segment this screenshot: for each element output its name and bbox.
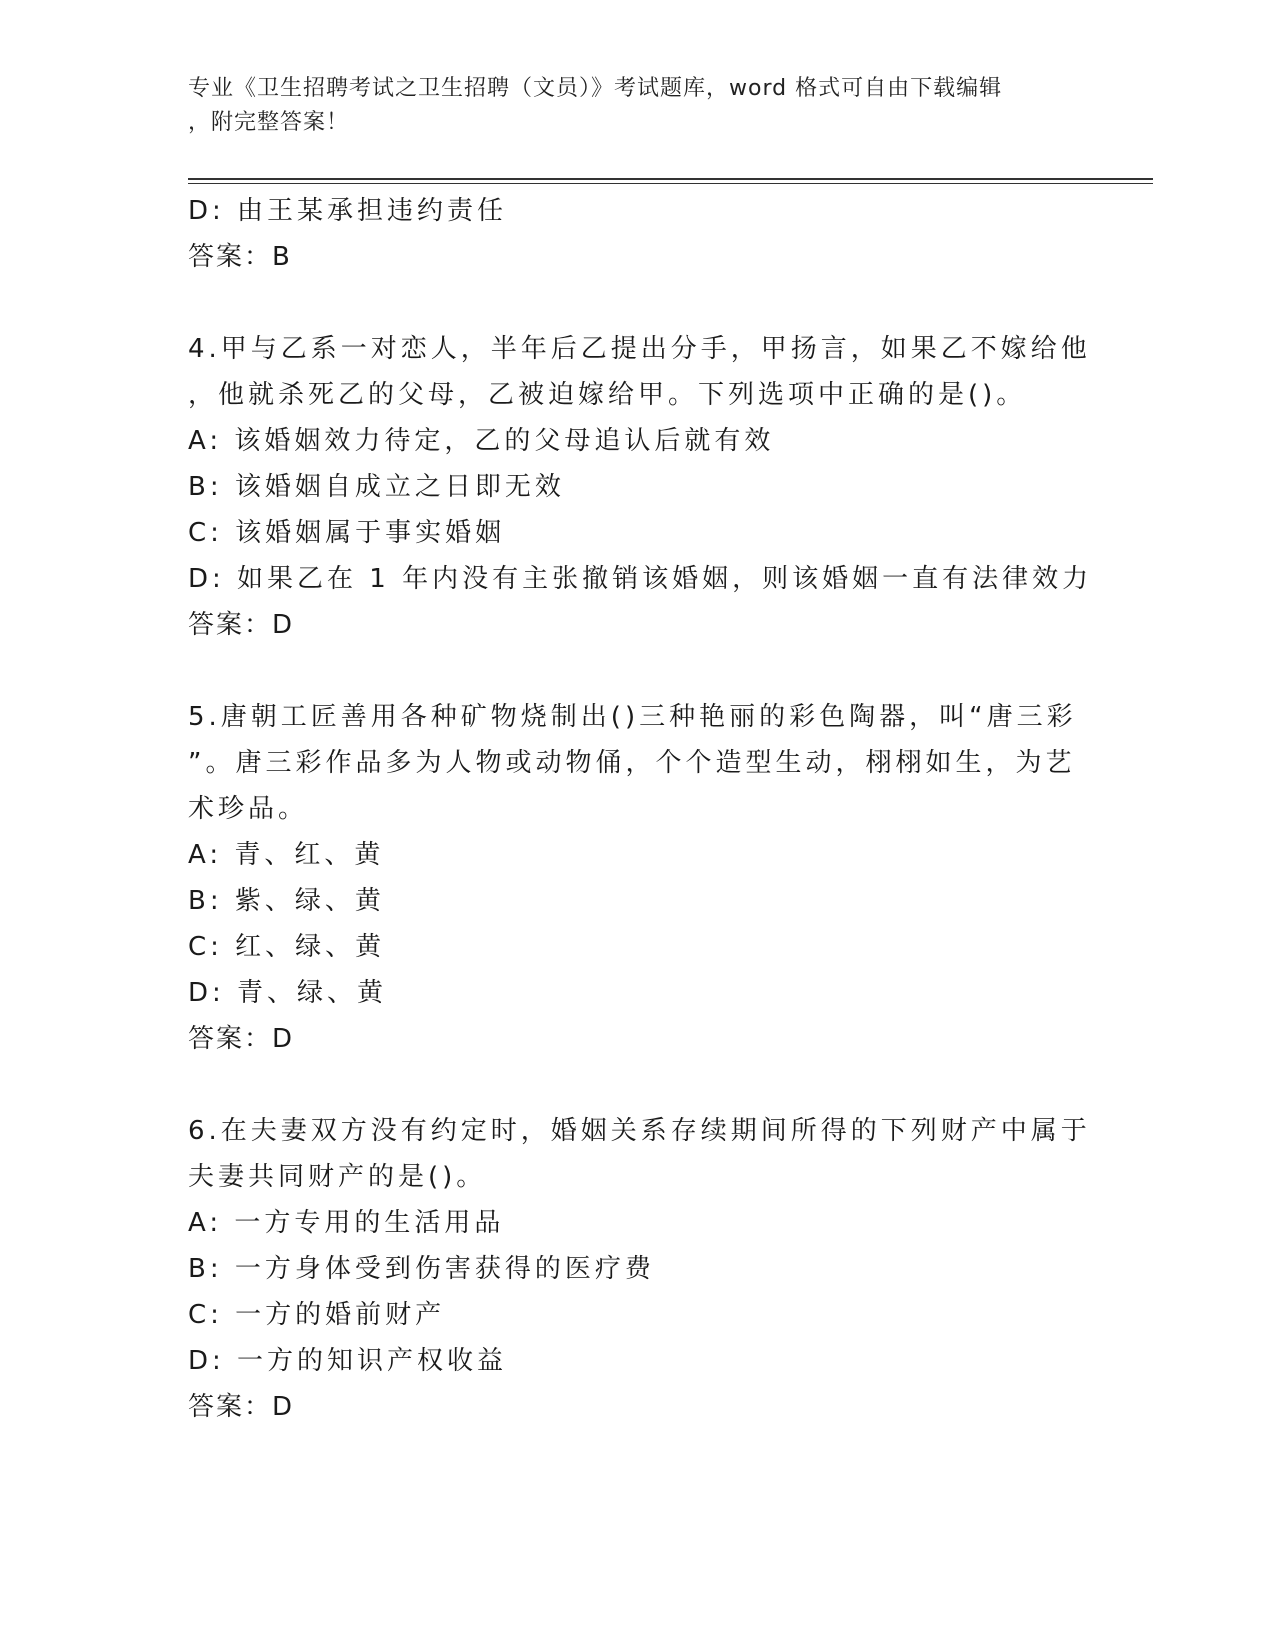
header-divider <box>188 178 1153 180</box>
option-c: C: 红、绿、黄 <box>188 932 386 962</box>
option-b: B: 一方身体受到伤害获得的医疗费 <box>188 1254 655 1284</box>
option-d: D: 由王某承担违约责任 <box>188 196 508 226</box>
question-stem: 4.甲与乙系一对恋人，半年后乙提出分手，甲扬言，如果乙不嫁给他 <box>188 334 1091 364</box>
previous-question-tail <box>188 188 1088 280</box>
question-stem: ”。唐三彩作品多为人物或动物俑，个个造型生动，栩栩如生，为艺 <box>188 748 1076 778</box>
spacer <box>188 280 1088 326</box>
question-stem: ，他就杀死乙的父母，乙被迫嫁给甲。下列选项中正确的是()。 <box>188 380 1027 410</box>
header-line-1: 专业《卫生招聘考试之卫生招聘（文员）》考试题库，word 格式可自由下载编辑 <box>188 76 1003 101</box>
answer-line: 答案：D <box>188 610 295 640</box>
option-a: A: 青、红、黄 <box>188 840 385 870</box>
option-c: C: 该婚姻属于事实婚姻 <box>188 518 506 548</box>
question-stem: 6.在夫妻双方没有约定时，婚姻关系存续期间所得的下列财产中属于 <box>188 1116 1091 1146</box>
spacer <box>188 1062 1088 1108</box>
option-a: A: 一方专用的生活用品 <box>188 1208 505 1238</box>
option-d: D: 如果乙在 1 年内没有主张撤销该婚姻，则该婚姻一直有法律效力 <box>188 564 1093 594</box>
option-b: B: 该婚姻自成立之日即无效 <box>188 472 565 502</box>
question-5 <box>188 694 1088 1062</box>
option-c: C: 一方的婚前财产 <box>188 1300 446 1330</box>
option-b: B: 紫、绿、黄 <box>188 886 385 916</box>
option-d: D: 青、绿、黄 <box>188 978 388 1008</box>
question-4 <box>188 326 1093 648</box>
header-line-2: ，附完整答案！ <box>188 110 350 135</box>
question-6 <box>188 1108 1091 1430</box>
answer-line: 答案：D <box>188 1392 295 1422</box>
question-stem: 夫妻共同财产的是()。 <box>188 1162 487 1192</box>
option-a: A: 该婚姻效力待定，乙的父母追认后就有效 <box>188 426 775 456</box>
option-d: D: 一方的知识产权收益 <box>188 1346 508 1376</box>
question-stem: 5.唐朝工匠善用各种矿物烧制出()三种艳丽的彩色陶器，叫“唐三彩 <box>188 702 1077 732</box>
answer-line: 答案：B <box>188 242 292 272</box>
header-divider-thin <box>188 183 1153 184</box>
question-list <box>188 188 1093 1430</box>
answer-line: 答案：D <box>188 1024 295 1054</box>
page-header <box>188 72 1088 140</box>
spacer <box>188 648 1088 694</box>
question-stem: 术珍品。 <box>188 794 309 824</box>
